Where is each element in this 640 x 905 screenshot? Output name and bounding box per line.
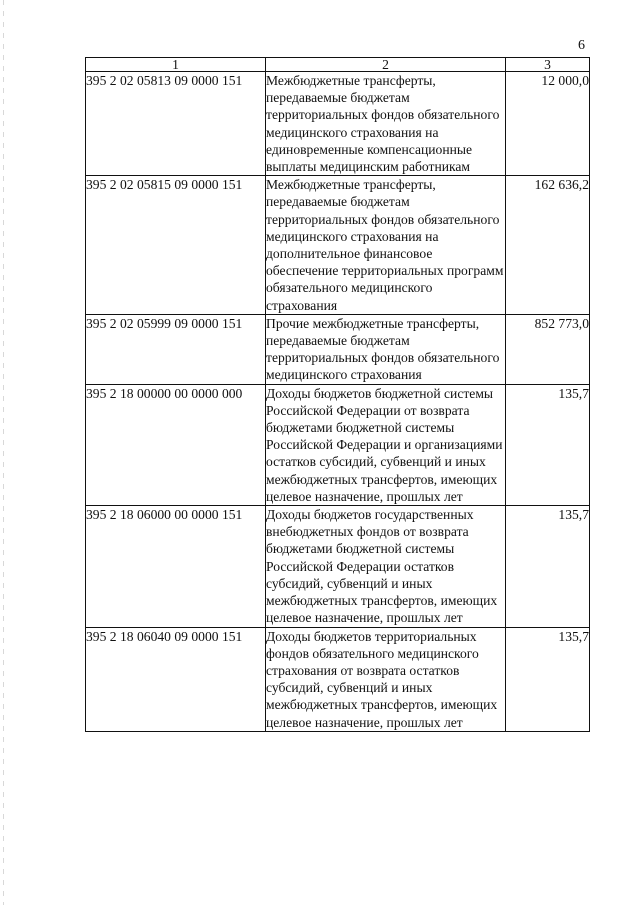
revenue-name: Межбюджетные трансферты, передаваемые бюджетам территориальных фондов обязательного медицинского страхования на единовременные компенсационные выплаты медицинским работникам: [266, 72, 506, 176]
revenue-name: Прочие межбюджетные трансферты, передаваемые бюджетам территориальных фондов обязательного медицинского страхования: [266, 314, 506, 384]
table-row: [86, 314, 590, 384]
budget-revenue-table: [85, 57, 590, 732]
revenue-name: Доходы бюджетов бюджетной системы Российской Федерации от возврата бюджетами бюджетной системы Российской Федерации и организациями остатков субсидий, субвенций и иных межбюджетных трансфертов, имеющих целевое назначение, прошлых лет: [266, 384, 506, 505]
table-row: [86, 384, 590, 505]
budget-classification-code: 395 2 18 00000 00 0000 000: [86, 384, 266, 505]
budget-classification-code: 395 2 18 06040 09 0000 151: [86, 627, 266, 731]
budget-classification-code: 395 2 02 05815 09 0000 151: [86, 176, 266, 315]
page-number: 6: [578, 38, 585, 53]
table-row: [86, 627, 590, 731]
amount-value: 162 636,2: [506, 176, 590, 315]
scan-edge-artifact: [3, 0, 4, 905]
column-header-2: 2: [266, 58, 506, 72]
budget-classification-code: 395 2 02 05999 09 0000 151: [86, 314, 266, 384]
budget-classification-code: 395 2 02 05813 09 0000 151: [86, 72, 266, 176]
budget-classification-code: 395 2 18 06000 00 0000 151: [86, 506, 266, 627]
revenue-name: Межбюджетные трансферты, передаваемые бюджетам территориальных фондов обязательного медицинского страхования на дополнительное финансовое обеспечение территориальных программ обязательного медицинского страхования: [266, 176, 506, 315]
revenue-name: Доходы бюджетов территориальных фондов обязательного медицинского страхования от возврата остатков субсидий, субвенций и иных межбюджетных трансфертов, имеющих целевое назначение, прошлых лет: [266, 627, 506, 731]
column-header-3: 3: [506, 58, 590, 72]
table-row: [86, 72, 590, 176]
amount-value: 135,7: [506, 506, 590, 627]
amount-value: 135,7: [506, 384, 590, 505]
amount-value: 135,7: [506, 627, 590, 731]
table-header-row: [86, 58, 590, 72]
amount-value: 12 000,0: [506, 72, 590, 176]
revenue-name: Доходы бюджетов государственных внебюджетных фондов от возврата бюджетами бюджетной системы Российской Федерации остатков субсидий, субвенций и иных межбюджетных трансфертов, имеющих целевое назначение, прошлых лет: [266, 506, 506, 627]
table-row: [86, 176, 590, 315]
amount-value: 852 773,0: [506, 314, 590, 384]
column-header-1: 1: [86, 58, 266, 72]
table-row: [86, 506, 590, 627]
